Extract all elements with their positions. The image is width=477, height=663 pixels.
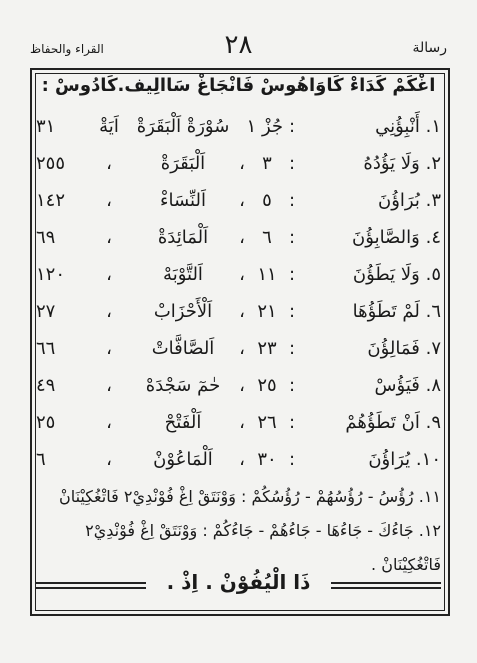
word: ٨. فَيَؤُسْ: [374, 375, 441, 396]
closing-line: [36, 570, 441, 600]
separator: ،: [239, 449, 245, 470]
separator: ،: [239, 190, 245, 211]
surah-name: اَلْمَائِدَةْ: [157, 227, 209, 248]
separator: ،: [106, 412, 112, 433]
header-left: القراء والحفاظ: [30, 42, 104, 56]
separator: ،: [106, 153, 112, 174]
word: ٣. بُرَاؤُنَ: [378, 190, 441, 211]
word: ٦. لَمْ تَطَؤُهَا: [352, 301, 441, 322]
separator: ،: [106, 227, 112, 248]
separator: ،: [106, 264, 112, 285]
list-item: [36, 369, 441, 406]
separator: ،: [239, 227, 245, 248]
list-item: [36, 332, 441, 369]
ayah-number: ٦: [36, 449, 46, 470]
list-item: [36, 258, 441, 295]
surah-name: اَلتَّوْبَهْ: [163, 264, 203, 285]
word: ١. أَنْبِؤُنِي: [375, 116, 441, 137]
list-item: [36, 221, 441, 258]
list-item: [36, 147, 441, 184]
separator: ،: [239, 264, 245, 285]
word: ٧. فَمَالِؤُنَ: [367, 338, 441, 359]
page-header: [30, 30, 447, 60]
header-right: رسالة: [412, 40, 447, 56]
page-number: ٢٨: [224, 30, 253, 60]
double-rule: [331, 582, 441, 584]
double-rule: [36, 582, 146, 584]
surah-name: حٰمٓ سَجْدَهْ: [145, 375, 221, 396]
extra-notes: [36, 480, 441, 582]
separator: :: [288, 449, 296, 470]
list-item: [36, 295, 441, 332]
separator: ،: [239, 338, 245, 359]
separator: :: [288, 264, 296, 285]
separator: :: [288, 301, 296, 322]
separator: ،: [239, 301, 245, 322]
juz-number: ٢٣: [257, 338, 277, 359]
word: ٤. وَالصَّابِؤُنَ: [352, 227, 441, 248]
word: ١٠. يُرَاؤُنَ: [368, 449, 441, 470]
ayah-number: ٦٦: [36, 338, 56, 359]
ayah-number: ١٢٠: [36, 264, 66, 285]
ayah-number: ٤٩: [36, 375, 56, 396]
surah-name: اَلْأَحْزَابْ: [153, 301, 213, 322]
juz-number: ٢١: [257, 301, 277, 322]
ayah-number: ١٤٢: [36, 190, 66, 211]
juz-number: ٣٠: [257, 449, 277, 470]
surah-name: اَلْبَقَرَةْ: [160, 153, 206, 174]
note-line: ١١. رُؤُسُ - رُؤُسُهُمْ - رُؤُسُكُمْ : وَوْنَتَقْ اِغْ فُوْنْدِيْ٢ فَاتْغُكِيْنَانْ: [58, 487, 441, 506]
separator: ،: [239, 412, 245, 433]
separator: :: [288, 153, 296, 174]
surah-name: اَلْفَتْحْ: [164, 412, 202, 433]
ayah-number: ٢٥: [36, 412, 56, 433]
ayah-number: ٢٥٥: [36, 153, 66, 174]
separator: :: [288, 227, 296, 248]
page-heading: اغْكَمْ كَدَاءْ كَاوَاهُوسْ فَانْجَاغْ سَاالِيف.كَادُوسْ :: [41, 75, 436, 96]
separator: ،: [106, 449, 112, 470]
ayah-number: ٦٩: [36, 227, 56, 248]
word-list: [36, 110, 441, 480]
separator: ،: [106, 375, 112, 396]
closing-text: ذَا الْيُفُوْنْ . اِذْ .: [166, 570, 311, 594]
ayah-label: اَيَةْ: [99, 116, 119, 137]
word: ٢. وَلَا يَؤُدُهُ: [363, 153, 441, 174]
separator: ،: [106, 338, 112, 359]
note-line: فَاتْغُكِيْنَانْ .: [371, 555, 441, 574]
separator: :: [288, 116, 296, 137]
juz-number: ٢٦: [257, 412, 277, 433]
juz-number: ٦: [262, 227, 272, 248]
separator: :: [288, 375, 296, 396]
word: ٩. اَنْ تَطَؤُهُمْ: [345, 412, 441, 433]
separator: :: [288, 190, 296, 211]
ayah-number: ٢٧: [36, 301, 56, 322]
separator: ،: [239, 153, 245, 174]
surah-name: اَلْمَاعُوْنْ: [153, 449, 213, 470]
note-line: ١٢. جَاءُكَ - جَاءُهَا - جَاءُهُمْ - جَاءُكُمْ : وَوْنَتَقْ اِغْ فُوْنْدِيْ٢: [85, 521, 441, 540]
surah-name: سُوْرَةْ اَلْبَقَرَةْ: [136, 116, 230, 137]
separator: ،: [106, 301, 112, 322]
surah-name: اَلصَّافَّاتْ: [151, 338, 215, 359]
list-item: [36, 406, 441, 443]
ayah-number: ٣١: [36, 116, 56, 137]
juz-number: ١١: [257, 264, 277, 285]
juz-number: ٢٥: [257, 375, 277, 396]
juz-number: ٣: [262, 153, 272, 174]
list-item: [36, 184, 441, 221]
separator: ،: [239, 375, 245, 396]
juz-number: ٥: [262, 190, 272, 211]
separator: ،: [106, 190, 112, 211]
list-item: [36, 110, 441, 147]
word: ٥. وَلَا يَطَؤُنَ: [352, 264, 441, 285]
separator: :: [288, 338, 296, 359]
juz-number: جُزْ ١: [246, 116, 283, 137]
list-item: [36, 443, 441, 480]
separator: :: [288, 412, 296, 433]
surah-name: اَلنِّسَاءْ: [160, 190, 206, 211]
